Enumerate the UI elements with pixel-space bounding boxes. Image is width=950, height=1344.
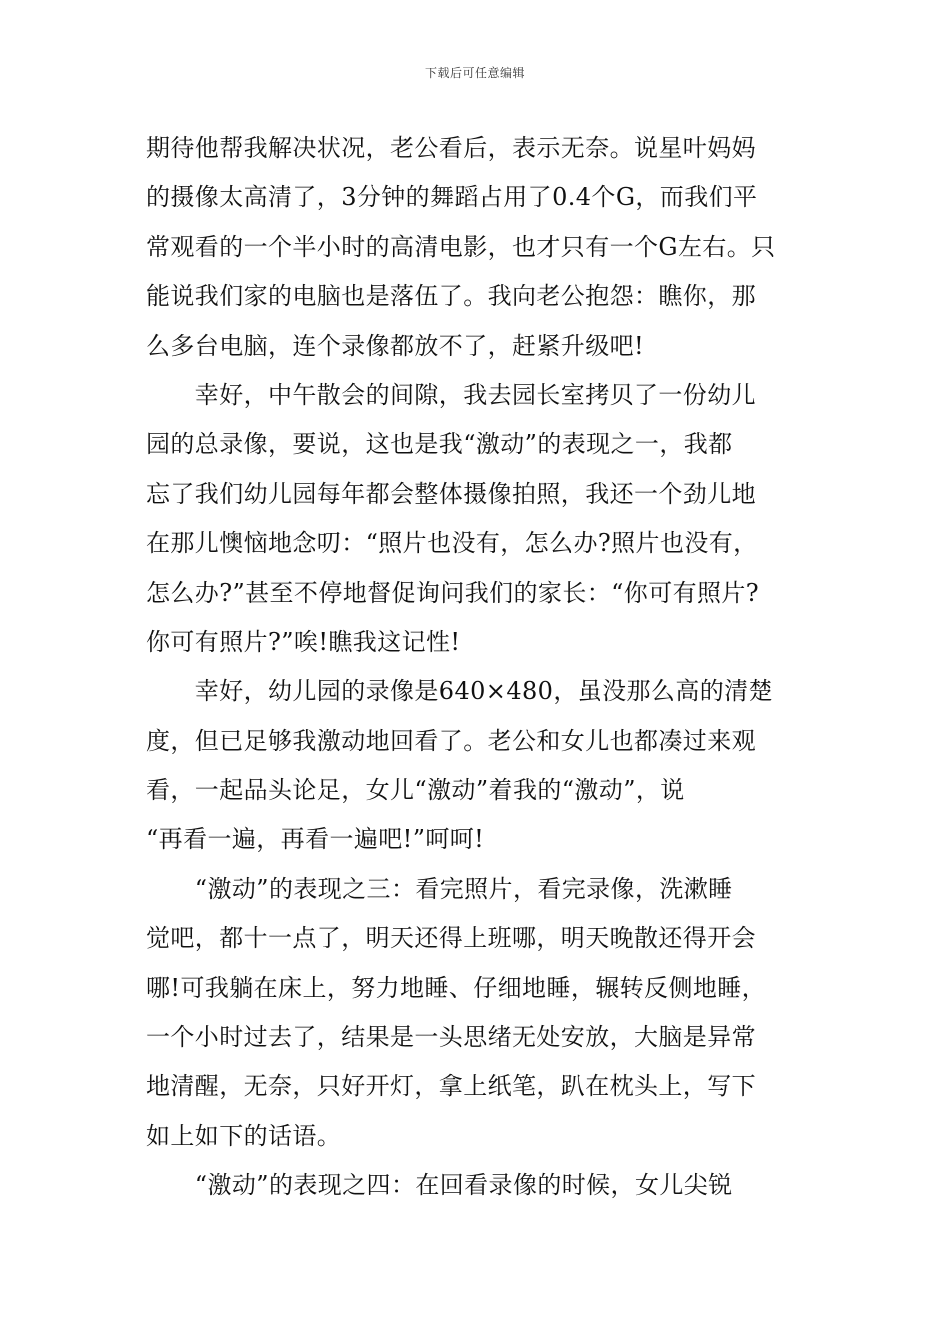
text-line: 如上如下的话语。 <box>146 1121 342 1150</box>
text-line: 幸好，幼儿园的录像是640×480，虽没那么高的清楚 <box>146 677 773 706</box>
text-line: 的摄像太高清了，3分钟的舞蹈占用了0.4个G，而我们平 <box>146 183 758 212</box>
text-line: 么多台电脑，连个录像都放不了，赶紧升级吧! <box>146 331 645 360</box>
paragraph <box>146 865 816 1161</box>
text-line: 忘了我们幼儿园每年都会整体摄像拍照，我还一个劲儿地 <box>146 479 756 508</box>
text-line: 期待他帮我解决状况，老公看后，表示无奈。说星叶妈妈 <box>146 134 756 162</box>
paragraph <box>146 124 816 371</box>
text-line: 幸好，中午散会的间隙，我去园长室拷贝了一份幼儿 <box>146 380 756 409</box>
text-line: 度，但已足够我激动地回看了。老公和女儿也都凑过来观 <box>146 726 756 755</box>
text-line: “激动”的表现之三：看完照片，看完录像，洗漱睡 <box>146 874 733 903</box>
text-line: 怎么办?”甚至不停地督促询问我们的家长：“你可有照片? <box>146 578 760 607</box>
text-line: 常观看的一个半小时的高清电影，也才只有一个G左右。只 <box>146 232 776 261</box>
text-line: 觉吧，都十一点了，明天还得上班哪，明天晚散还得开会 <box>146 924 756 953</box>
page-header-note: 下载后可任意编辑 <box>424 66 525 80</box>
text-line: 看，一起品头论足，女儿“激动”着我的“激动”，说 <box>146 776 685 805</box>
text-line: 一个小时过去了，结果是一头思绪无处安放，大脑是异常 <box>146 1023 756 1052</box>
text-line: “再看一遍，再看一遍吧!”呵呵! <box>146 825 485 854</box>
paragraph <box>146 1161 816 1210</box>
document-body <box>146 124 816 1211</box>
text-line: 你可有照片?”唉!瞧我这记性! <box>146 627 461 656</box>
paragraph <box>146 371 816 667</box>
text-line: 哪!可我躺在床上，努力地睡、仔细地睡，辗转反侧地睡， <box>146 973 767 1002</box>
text-line: 能说我们家的电脑也是落伍了。我向老公抱怨：瞧你，那 <box>146 282 756 311</box>
text-line: 在那儿懊恼地念叨：“照片也没有，怎么办?照片也没有， <box>146 529 758 558</box>
text-line: 地清醒，无奈，只好开灯，拿上纸笔，趴在枕头上，写下 <box>146 1072 756 1101</box>
paragraph <box>146 667 816 865</box>
text-line: 园的总录像，要说，这也是我“激动”的表现之一，我都 <box>146 430 733 459</box>
text-line: “激动”的表现之四：在回看录像的时候，女儿尖锐 <box>146 1171 733 1200</box>
